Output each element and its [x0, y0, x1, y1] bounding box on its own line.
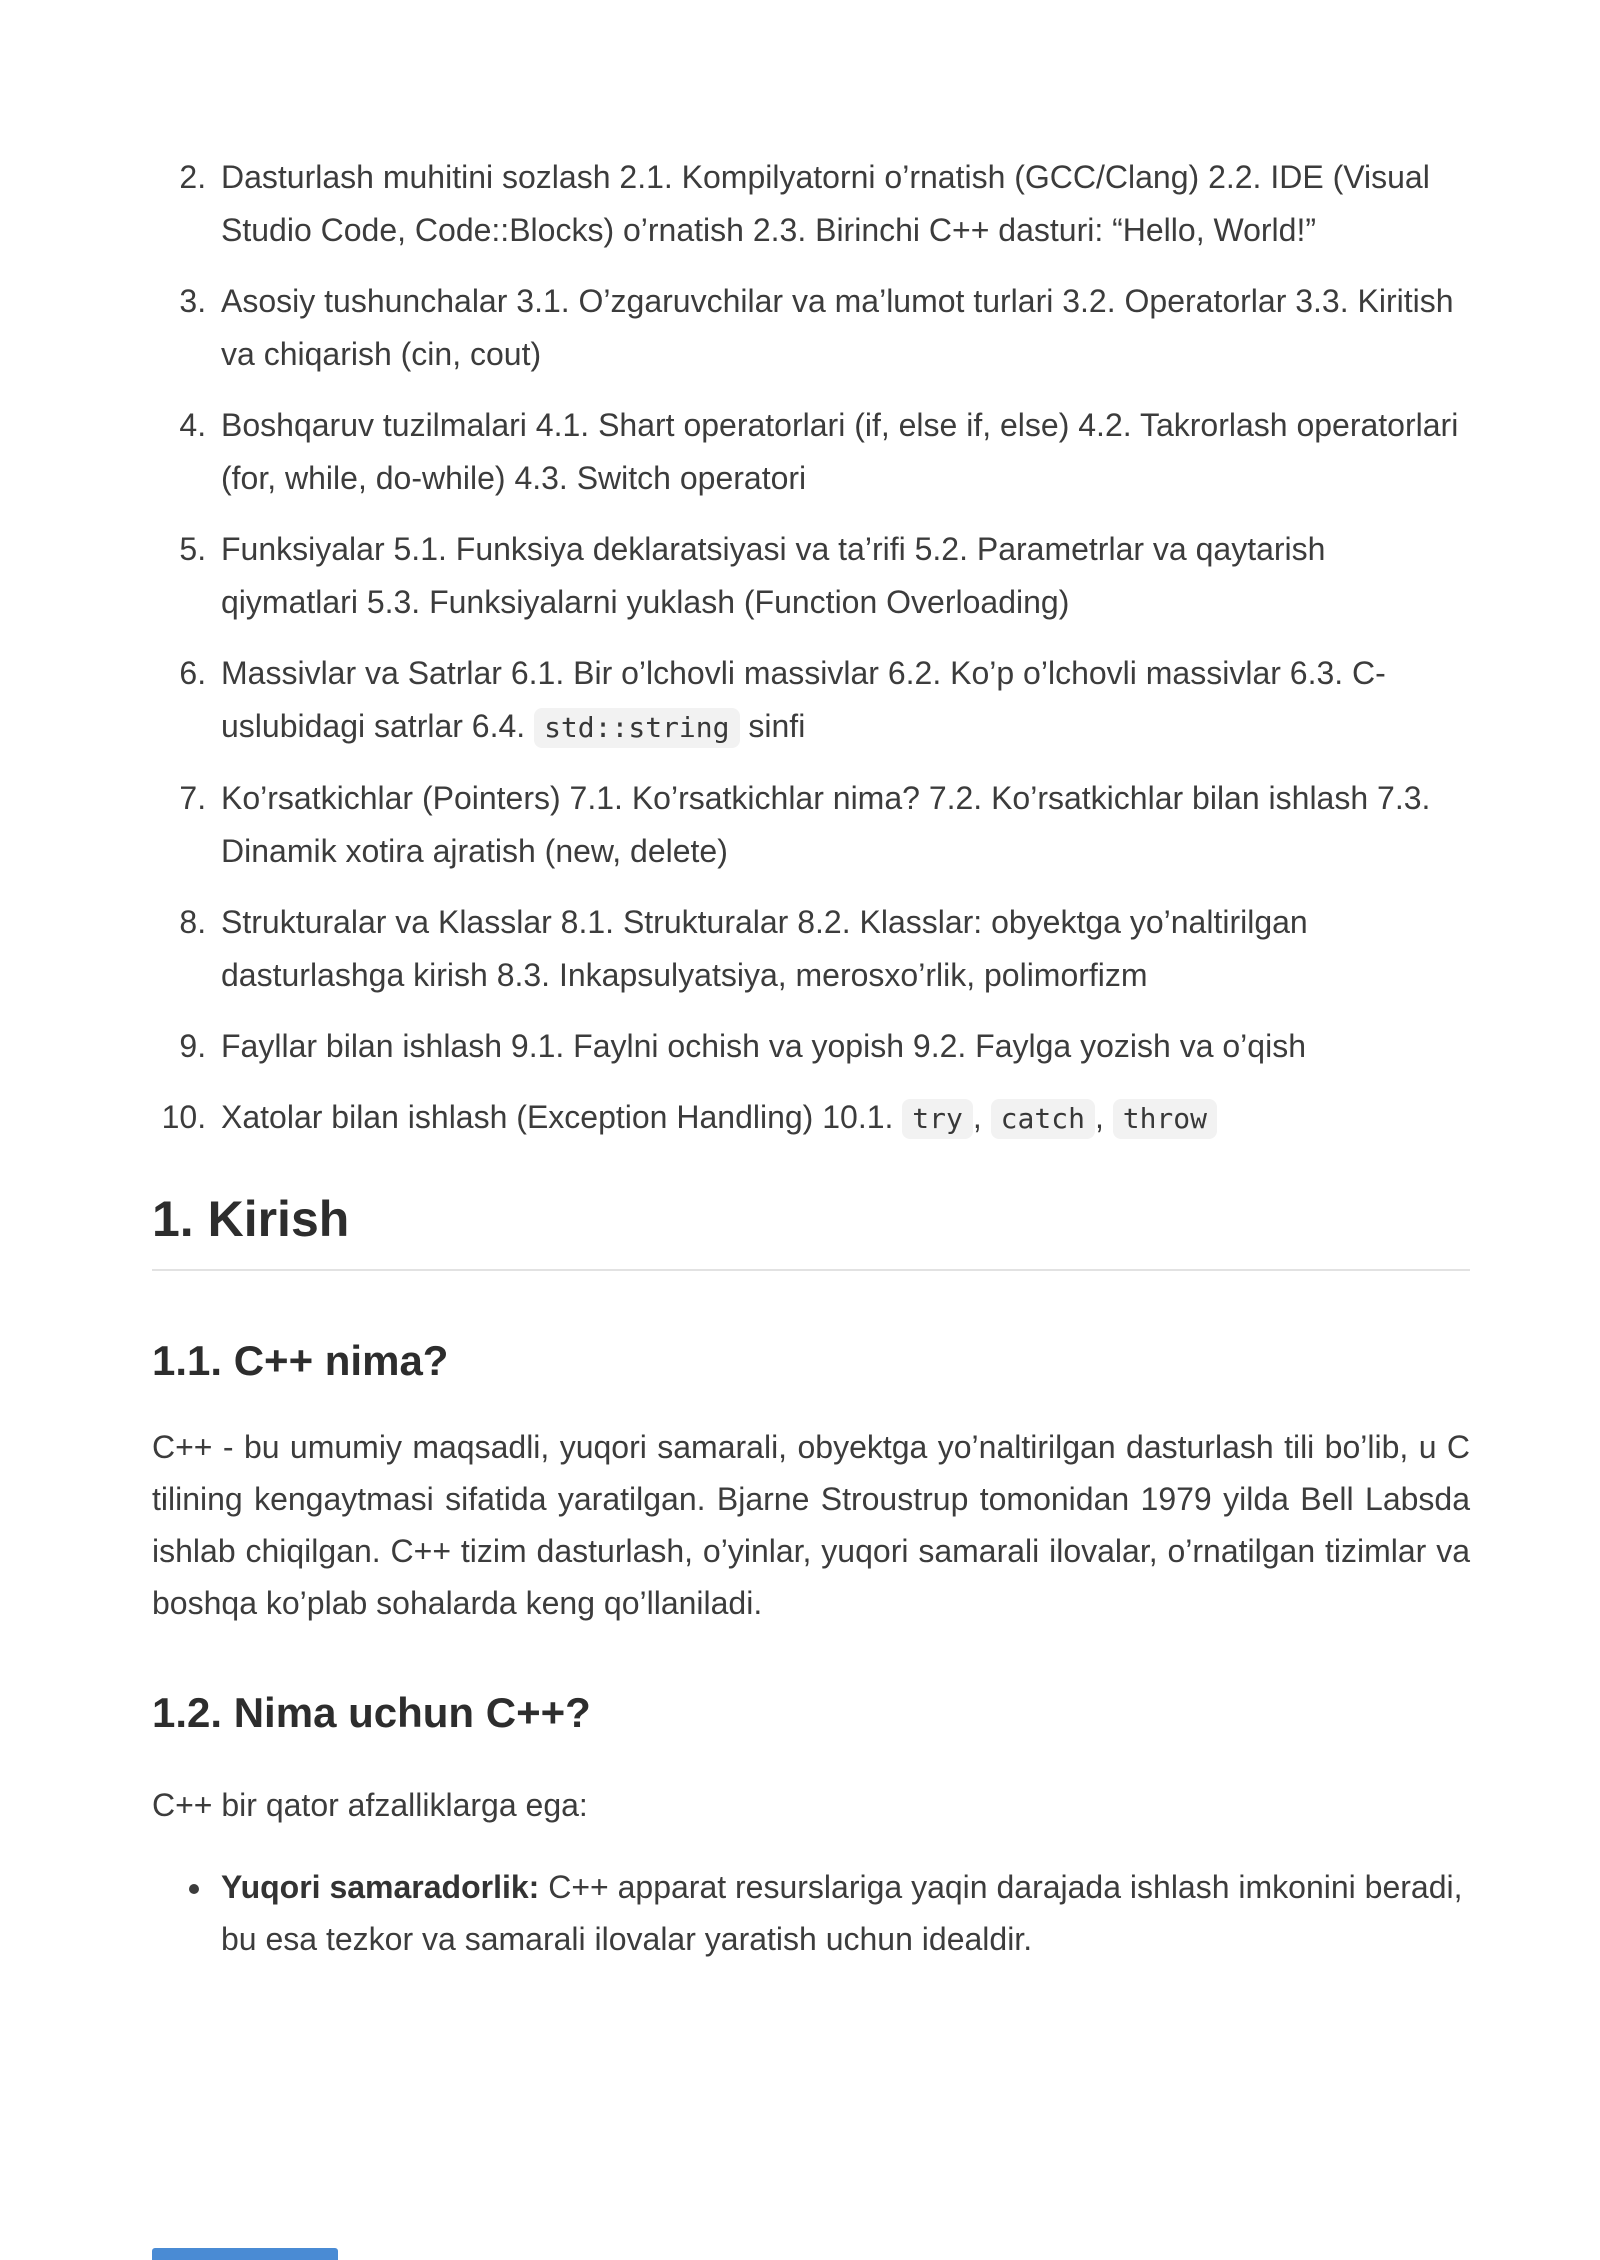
- section-heading-kirish: 1. Kirish: [152, 1189, 1470, 1271]
- list-item: 5. Funksiyalar 5.1. Funksiya deklaratsiyasi va ta’rifi 5.2. Parametrlar va qaytarish qiymatlari 5.3. Funksiyalarni yuklash (Function Overloading): [215, 523, 1470, 629]
- inline-code: try: [902, 1099, 973, 1139]
- cut-off-blue-element: [152, 2248, 338, 2260]
- list-item: 3. Asosiy tushunchalar 3.1. O’zgaruvchilar va ma’lumot turlari 3.2. Operatorlar 3.3. Kiritish va chiqarish (cin, cout): [215, 275, 1470, 381]
- list-item: 10. Xatolar bilan ishlash (Exception Handling) 10.1. try , catch , throw: [215, 1091, 1470, 1145]
- inline-code: catch: [991, 1099, 1095, 1139]
- inline-code: std::string: [534, 708, 739, 748]
- list-item: • Yuqori samaradorlik: C++ apparat resurslariga yaqin darajada ishlash imkonini beradi, bu esa tezkor va samarali ilovalar yaratish uchun idealdir.: [215, 1861, 1470, 1965]
- list-item: 9. Fayllar bilan ishlash 9.1. Faylni ochish va yopish 9.2. Faylga yozish va o’qish: [215, 1020, 1470, 1073]
- subheading-cpp-nima: 1.1. C++ nima?: [152, 1337, 449, 1384]
- list-item: 7. Ko’rsatkichlar (Pointers) 7.1. Ko’rsatkichlar nima? 7.2. Ko’rsatkichlar bilan ishlash 7.3. Dinamik xotira ajratish (new, delete): [215, 772, 1470, 878]
- inline-code: throw: [1113, 1099, 1217, 1139]
- benefits-list: [152, 1861, 1470, 1965]
- list-item: 8. Strukturalar va Klasslar 8.1. Strukturalar 8.2. Klasslar: obyektga yo’naltirilgan dasturlashga kirish 8.3. Inkapsulyatsiya, merosxo’rlik, polimorfizm: [215, 896, 1470, 1002]
- list-item: 2. Dasturlash muhitini sozlash 2.1. Kompilyatorni o’rnatish (GCC/Clang) 2.2. IDE (Visual Studio Code, Code::Blocks) o’rnatish 2.3. Birinchi C++ dasturi: “Hello, World!”: [215, 151, 1470, 257]
- subheading-nima-uchun: 1.2. Nima uchun C++?: [152, 1689, 591, 1736]
- paragraph-cpp-nima: C++ - bu umumiy maqsadli, yuqori samarali, obyektga yo’naltirilgan dasturlash tili bo’lib, u C tilining kengaytmasi sifatida yaratilgan. Bjarne Stroustrup tomonidan 1979 yilda Bell Labsda ishlab chiqilgan. C++ tizim dasturlash, o’yinlar, yuqori samarali ilovalar, o’rnatilgan tizimlar va boshqa ko’plab sohalarda keng qo’llaniladi.: [152, 1429, 1470, 1621]
- list-item: 4. Boshqaruv tuzilmalari 4.1. Shart operatorlari (if, else if, else) 4.2. Takrorlash operatorlari (for, while, do-while) 4.3. Switch operatori: [215, 399, 1470, 505]
- toc-list: [152, 151, 1470, 1145]
- list-item: 6. Massivlar va Satrlar 6.1. Bir o’lchovli massivlar 6.2. Ko’p o’lchovli massivlar 6.3. C-uslubidagi satrlar 6.4. std::string sinfi: [215, 647, 1470, 754]
- bold-lead-text: Yuqori samaradorlik:: [221, 1869, 540, 1905]
- document-body: [152, 0, 1470, 1965]
- paragraph-afzallik-intro: C++ bir qator afzalliklarga ega:: [152, 1787, 588, 1823]
